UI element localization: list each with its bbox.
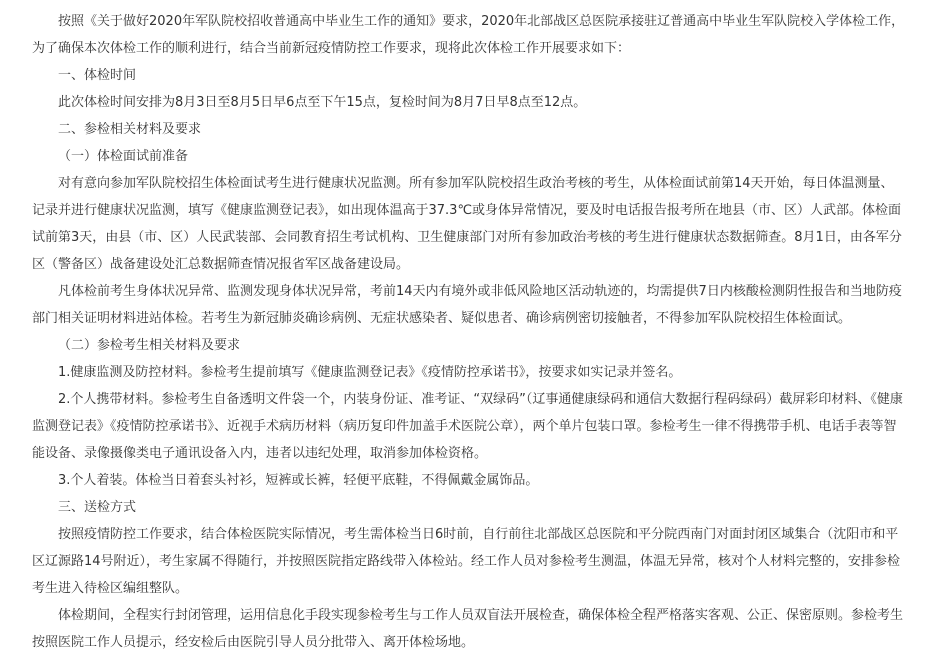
subsection-heading-candidate-materials: （二）参检考生相关材料及要求 — [58, 338, 241, 353]
transport-paragraph: 按照疫情防控工作要求，结合体检医院实际情况，考生需体检当日6时前，自行前往北部战区总医院和平分院西南门对面封闭区域集合（沈阳市和平区辽源路14号附近），考生家属不得随行，并按照医院指定路线带入体检站。经工作人员对参检考生测温，体温无异常，核对个人材料完整的，安排参检考生进入待检区编组整队。 — [32, 527, 901, 596]
health-monitoring-paragraph: 对有意向参加军队院校招生体检面试考生进行健康状况监测。所有参加军队院校招生政治考核的考生，从体检面试前第14天开始，每日体温测量、记录并进行健康状况监测，填写《健康监测登记表》，如出现体温高于37.3℃或身体异常情况，要及时电话报告报考所在地县（市、区）人武部。体检面试前第3天，由县（市、区）人民武装部、会同教育招生考试机构、卫生健康部门对所有参加政治考核的考生进行健康状态数据筛查。8月1日，由各军分区（警备区）战备建设处汇总数据筛查情况报省军区战备建设局。 — [32, 176, 902, 272]
section-heading-exam-time: 一、体检时间 — [58, 68, 137, 83]
item-health-materials: 1.健康监测及防控材料。参检考生提前填写《健康监测登记表》《疫情防控承诺书》，按要求如实记录并签名。 — [58, 365, 682, 380]
subsection-heading-preparation: （一）体检面试前准备 — [58, 149, 189, 164]
closed-management-paragraph: 体检期间，全程实行封闭管理，运用信息化手段实现参检考生与工作人员双盲法开展检查，确保体检全程严格落实客观、公正、保密原则。参检考生按照医院工作人员提示，经安检后由医院引导人员分批带入、离开体检场地。 — [32, 608, 904, 650]
abnormal-condition-paragraph: 凡体检前考生身体状况异常、监测发现身体状况异常，考前14天内有境外或非低风险地区活动轨迹的，均需提供7日内核酸检测阴性报告和当地防疫部门相关证明材料进站体检。若考生为新冠肺炎确诊病例、无症状感染者、疑似患者、确诊病例密切接触者，不得参加军队院校招生体检面试。 — [32, 284, 902, 326]
section-heading-transport: 三、送检方式 — [58, 500, 137, 515]
exam-time-paragraph: 此次体检时间安排为8月3日至8月5日早6点至下午15点，复检时间为8月7日早8点至12点。 — [58, 95, 587, 110]
item-personal-attire: 3.个人着装。体检当日着套头衬衫，短裤或长裤，轻便平底鞋，不得佩戴金属饰品。 — [58, 473, 539, 488]
section-heading-materials: 二、参检相关材料及要求 — [58, 122, 202, 137]
intro-paragraph: 按照《关于做好2020年军队院校招收普通高中毕业生工作的通知》要求，2020年北部战区总医院承接驻辽普通高中毕业生军队院校入学体检工作，为了确保本次体检工作的顺利进行，结合当前新冠疫情防控工作要求，现将此次体检工作开展要求如下： — [32, 14, 905, 56]
item-personal-materials: 2.个人携带材料。参检考生自备透明文件袋一个，内装身份证、准考证、“双绿码”（辽事通健康绿码和通信大数据行程码绿码）截屏彩印材料、《健康监测登记表》《疫情防控承诺书》、近视手术病历材料（病历复印件加盖手术医院公章），两个单片包装口罩。参检考生一律不得携带手机、电话手表等智能设备、录像摄像类电子通讯设备入内，违者以违纪处理，取消参加体检资格。 — [32, 392, 903, 461]
